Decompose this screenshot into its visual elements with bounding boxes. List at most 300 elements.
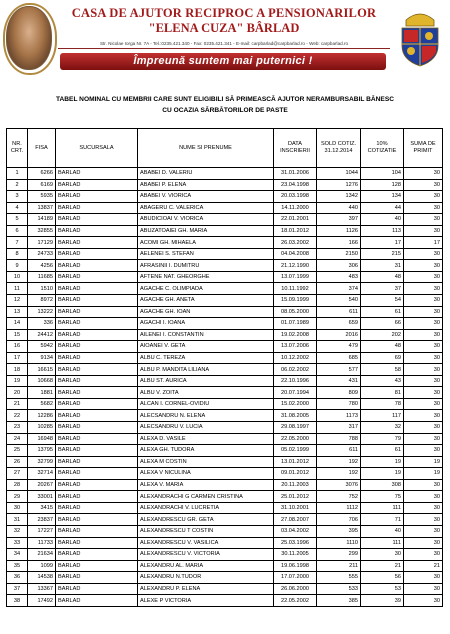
cell-contribution-10-percent: 78 <box>361 398 404 410</box>
cell-contribution-10-percent: 39 <box>361 595 404 607</box>
cell-balance: 809 <box>317 387 361 399</box>
cell-amount-to-receive: 30 <box>404 595 443 607</box>
cell-row-number: 34 <box>7 549 28 561</box>
cell-balance: 1126 <box>317 225 361 237</box>
table-row <box>7 549 443 561</box>
cell-branch: BARLAD <box>56 595 138 607</box>
cell-branch: BARLAD <box>56 560 138 572</box>
cell-contribution-10-percent: 113 <box>361 225 404 237</box>
cell-row-number: 6 <box>7 225 28 237</box>
cell-row-number: 26 <box>7 456 28 468</box>
cell-contribution-10-percent: 56 <box>361 572 404 584</box>
cell-contribution-10-percent: 32 <box>361 422 404 434</box>
cell-registration-date: 01.07.1989 <box>274 318 317 330</box>
cell-registration-date: 21.12.1990 <box>274 260 317 272</box>
cell-amount-to-receive: 30 <box>404 271 443 283</box>
cell-contribution-10-percent: 215 <box>361 248 404 260</box>
cell-row-number: 17 <box>7 352 28 364</box>
cell-contribution-10-percent: 202 <box>361 329 404 341</box>
cell-fisa-number: 4256 <box>28 260 56 272</box>
cell-contribution-10-percent: 43 <box>361 375 404 387</box>
cell-amount-to-receive: 21 <box>404 560 443 572</box>
table-row <box>7 502 443 514</box>
cell-member-name: ABABEI V. VIORICA <box>138 191 274 203</box>
table-row <box>7 445 443 457</box>
cell-member-name: ALEXANDRESCU V. VICTORIA <box>138 549 274 561</box>
cell-branch: BARLAD <box>56 271 138 283</box>
eligible-members-table <box>6 128 443 607</box>
cell-amount-to-receive: 30 <box>404 491 443 503</box>
cell-branch: BARLAD <box>56 514 138 526</box>
cell-amount-to-receive: 30 <box>404 329 443 341</box>
column-header-sucursala: SUCURSALA <box>56 129 138 168</box>
cell-fisa-number: 10285 <box>28 422 56 434</box>
cell-contribution-10-percent: 61 <box>361 445 404 457</box>
cell-balance: 374 <box>317 283 361 295</box>
cell-balance: 306 <box>317 260 361 272</box>
cell-branch: BARLAD <box>56 502 138 514</box>
cell-member-name: ALEXA M COSTIN <box>138 456 274 468</box>
cell-member-name: ALEXA GH. TUDORA <box>138 445 274 457</box>
cell-balance: 166 <box>317 237 361 249</box>
cell-fisa-number: 32855 <box>28 225 56 237</box>
cell-fisa-number: 1881 <box>28 387 56 399</box>
table-row <box>7 318 443 330</box>
cell-branch: BARLAD <box>56 341 138 353</box>
cell-fisa-number: 21634 <box>28 549 56 561</box>
column-header-fisa: FISA <box>28 129 56 168</box>
table-row <box>7 491 443 503</box>
cell-branch: BARLAD <box>56 260 138 272</box>
table-row <box>7 583 443 595</box>
cell-balance: 1110 <box>317 537 361 549</box>
cell-amount-to-receive: 30 <box>404 387 443 399</box>
cell-contribution-10-percent: 53 <box>361 583 404 595</box>
cell-fisa-number: 32799 <box>28 456 56 468</box>
cell-contribution-10-percent: 48 <box>361 271 404 283</box>
cell-contribution-10-percent: 44 <box>361 202 404 214</box>
table-row <box>7 479 443 491</box>
cell-branch: BARLAD <box>56 306 138 318</box>
cell-row-number: 27 <box>7 468 28 480</box>
cell-registration-date: 14.11.2000 <box>274 202 317 214</box>
cell-fisa-number: 11733 <box>28 537 56 549</box>
table-row <box>7 468 443 480</box>
cell-registration-date: 30.11.2005 <box>274 549 317 561</box>
cell-amount-to-receive: 30 <box>404 514 443 526</box>
cell-member-name: ALEXANDRACHI G CARMEN CRISTINA <box>138 491 274 503</box>
cell-registration-date: 09.01.2012 <box>274 468 317 480</box>
cell-fisa-number: 13222 <box>28 306 56 318</box>
cell-contribution-10-percent: 17 <box>361 237 404 249</box>
table-row <box>7 283 443 295</box>
cell-fisa-number: 23837 <box>28 514 56 526</box>
cell-registration-date: 06.02.2002 <box>274 364 317 376</box>
cell-branch: BARLAD <box>56 445 138 457</box>
cell-branch: BARLAD <box>56 525 138 537</box>
cell-fisa-number: 6169 <box>28 179 56 191</box>
cell-balance: 479 <box>317 341 361 353</box>
cell-contribution-10-percent: 111 <box>361 537 404 549</box>
cell-fisa-number: 12286 <box>28 410 56 422</box>
cell-balance: 780 <box>317 398 361 410</box>
cell-branch: BARLAD <box>56 214 138 226</box>
cell-contribution-10-percent: 308 <box>361 479 404 491</box>
cell-member-name: ABUZATOAIEI GH. MARIA <box>138 225 274 237</box>
cell-registration-date: 20.03.1998 <box>274 191 317 203</box>
cell-member-name: AGACHE GH. ANETA <box>138 295 274 307</box>
cell-fisa-number: 5682 <box>28 398 56 410</box>
cell-member-name: ABABEI P. ELENA <box>138 179 274 191</box>
table-row <box>7 560 443 572</box>
cell-fisa-number: 11685 <box>28 271 56 283</box>
cell-registration-date: 15.02.2000 <box>274 398 317 410</box>
cell-contribution-10-percent: 111 <box>361 502 404 514</box>
header-divider <box>58 48 390 49</box>
cell-balance: 211 <box>317 560 361 572</box>
cell-registration-date: 26.03.2002 <box>274 237 317 249</box>
cell-fisa-number: 20267 <box>28 479 56 491</box>
cell-amount-to-receive: 30 <box>404 398 443 410</box>
cell-balance: 577 <box>317 364 361 376</box>
cell-fisa-number: 13795 <box>28 445 56 457</box>
letterhead <box>0 0 450 80</box>
cell-row-number: 25 <box>7 445 28 457</box>
table-row <box>7 260 443 272</box>
cell-balance: 397 <box>317 214 361 226</box>
cell-amount-to-receive: 30 <box>404 306 443 318</box>
cell-balance: 2016 <box>317 329 361 341</box>
document-title: TABEL NOMINAL CU MEMBRII CARE SUNT ELIGIBILI SĂ PRIMEASCĂ AJUTOR NERAMBURSABIL BĂNESC <box>55 96 394 103</box>
cell-branch: BARLAD <box>56 191 138 203</box>
cell-contribution-10-percent: 19 <box>361 456 404 468</box>
cell-contribution-10-percent: 61 <box>361 306 404 318</box>
cell-fisa-number: 17492 <box>28 595 56 607</box>
cell-amount-to-receive: 30 <box>404 422 443 434</box>
coat-of-arms-icon <box>398 6 442 68</box>
table-row <box>7 271 443 283</box>
cell-branch: BARLAD <box>56 572 138 584</box>
column-header-nume: NUME SI PRENUME <box>138 129 274 168</box>
cell-branch: BARLAD <box>56 202 138 214</box>
cell-amount-to-receive: 30 <box>404 572 443 584</box>
cell-member-name: ALEXANDRU N.TUDOR <box>138 572 274 584</box>
cell-fisa-number: 6266 <box>28 168 56 180</box>
cell-registration-date: 05.02.1999 <box>274 445 317 457</box>
cell-row-number: 4 <box>7 202 28 214</box>
cell-amount-to-receive: 30 <box>404 549 443 561</box>
cell-row-number: 12 <box>7 295 28 307</box>
table-row <box>7 352 443 364</box>
organization-name: CASA DE AJUTOR RECIPROC A PENSIONARILOR <box>71 6 377 20</box>
table-row <box>7 422 443 434</box>
cell-member-name: ALEXA V. MARIA <box>138 479 274 491</box>
cell-branch: BARLAD <box>56 364 138 376</box>
cell-row-number: 8 <box>7 248 28 260</box>
cell-registration-date: 25.03.1996 <box>274 537 317 549</box>
column-header-nr: NR. CRT. <box>7 129 28 168</box>
cell-amount-to-receive: 30 <box>404 410 443 422</box>
cell-fisa-number: 24412 <box>28 329 56 341</box>
cell-contribution-10-percent: 71 <box>361 514 404 526</box>
cell-member-name: AFRASINII I. DUMITRU <box>138 260 274 272</box>
cell-member-name: ALECSANDRU N. ELENA <box>138 410 274 422</box>
cell-balance: 3076 <box>317 479 361 491</box>
cell-row-number: 33 <box>7 537 28 549</box>
cell-registration-date: 10.12.2002 <box>274 352 317 364</box>
cell-branch: BARLAD <box>56 237 138 249</box>
cell-fisa-number: 14189 <box>28 214 56 226</box>
cell-member-name: ALBU ST. AURICA <box>138 375 274 387</box>
cell-member-name: AIOANEI V. GETA <box>138 341 274 353</box>
cell-contribution-10-percent: 40 <box>361 214 404 226</box>
cell-row-number: 7 <box>7 237 28 249</box>
table-row <box>7 572 443 584</box>
cell-registration-date: 22.10.1996 <box>274 375 317 387</box>
cell-registration-date: 10.11.1992 <box>274 283 317 295</box>
cell-balance: 540 <box>317 295 361 307</box>
cell-branch: BARLAD <box>56 491 138 503</box>
cell-amount-to-receive: 17 <box>404 237 443 249</box>
cell-fisa-number: 17129 <box>28 237 56 249</box>
cell-member-name: ALBU C. TEREZA <box>138 352 274 364</box>
cell-contribution-10-percent: 40 <box>361 525 404 537</box>
cell-member-name: AFTENE NAT. GHEORGHE <box>138 271 274 283</box>
cell-contribution-10-percent: 37 <box>361 283 404 295</box>
cell-contribution-10-percent: 79 <box>361 433 404 445</box>
table-row <box>7 214 443 226</box>
cell-balance: 440 <box>317 202 361 214</box>
cell-balance: 1112 <box>317 502 361 514</box>
cell-row-number: 38 <box>7 595 28 607</box>
cell-registration-date: 23.04.1998 <box>274 179 317 191</box>
cell-row-number: 24 <box>7 433 28 445</box>
table-header-row <box>7 129 443 168</box>
cell-branch: BARLAD <box>56 179 138 191</box>
cell-row-number: 31 <box>7 514 28 526</box>
cell-row-number: 20 <box>7 387 28 399</box>
cell-row-number: 28 <box>7 479 28 491</box>
cell-row-number: 37 <box>7 583 28 595</box>
table-row <box>7 364 443 376</box>
cell-row-number: 22 <box>7 410 28 422</box>
cell-fisa-number: 14538 <box>28 572 56 584</box>
table-row <box>7 168 443 180</box>
cell-registration-date: 04.04.2008 <box>274 248 317 260</box>
cell-contribution-10-percent: 66 <box>361 318 404 330</box>
cell-amount-to-receive: 30 <box>404 168 443 180</box>
cell-fisa-number: 24733 <box>28 248 56 260</box>
cell-registration-date: 31.01.2006 <box>274 168 317 180</box>
cell-amount-to-receive: 30 <box>404 283 443 295</box>
cell-registration-date: 08.05.2000 <box>274 306 317 318</box>
cell-registration-date: 29.08.1997 <box>274 422 317 434</box>
cell-member-name: ALEXA D. VASILE <box>138 433 274 445</box>
cell-contribution-10-percent: 69 <box>361 352 404 364</box>
cell-balance: 659 <box>317 318 361 330</box>
cell-fisa-number: 16948 <box>28 433 56 445</box>
cell-member-name: ALEXA V NICULINA <box>138 468 274 480</box>
cell-balance: 192 <box>317 468 361 480</box>
table-row <box>7 295 443 307</box>
cell-member-name: AGACHE C. OLIMPIADA <box>138 283 274 295</box>
cell-amount-to-receive: 19 <box>404 468 443 480</box>
cell-branch: BARLAD <box>56 318 138 330</box>
cell-balance: 555 <box>317 572 361 584</box>
table-row <box>7 456 443 468</box>
cell-contribution-10-percent: 48 <box>361 341 404 353</box>
cell-row-number: 32 <box>7 525 28 537</box>
table-row <box>7 202 443 214</box>
cell-balance: 533 <box>317 583 361 595</box>
cell-amount-to-receive: 30 <box>404 433 443 445</box>
table-row <box>7 387 443 399</box>
cell-member-name: ALEXANDRU P. ELENA <box>138 583 274 595</box>
cell-balance: 611 <box>317 445 361 457</box>
cell-branch: BARLAD <box>56 537 138 549</box>
cell-amount-to-receive: 30 <box>404 479 443 491</box>
cell-balance: 611 <box>317 306 361 318</box>
cell-branch: BARLAD <box>56 248 138 260</box>
cell-amount-to-receive: 30 <box>404 318 443 330</box>
cell-member-name: ALEXANDRU AL. MARIA <box>138 560 274 572</box>
cell-amount-to-receive: 30 <box>404 375 443 387</box>
cell-balance: 1044 <box>317 168 361 180</box>
cell-row-number: 19 <box>7 375 28 387</box>
cell-fisa-number: 5935 <box>28 191 56 203</box>
cell-branch: BARLAD <box>56 387 138 399</box>
table-row <box>7 375 443 387</box>
column-header-sold: SOLD COTIZ. 31.12.2014 <box>317 129 361 168</box>
table-row <box>7 225 443 237</box>
cell-row-number: 35 <box>7 560 28 572</box>
cell-contribution-10-percent: 117 <box>361 410 404 422</box>
cell-fisa-number: 13367 <box>28 583 56 595</box>
table-row <box>7 514 443 526</box>
cell-amount-to-receive: 19 <box>404 456 443 468</box>
cell-fisa-number: 13837 <box>28 202 56 214</box>
cell-branch: BARLAD <box>56 329 138 341</box>
cell-registration-date: 20.07.1994 <box>274 387 317 399</box>
cell-amount-to-receive: 30 <box>404 502 443 514</box>
cell-row-number: 16 <box>7 341 28 353</box>
cell-fisa-number: 9134 <box>28 352 56 364</box>
cell-registration-date: 13.07.1999 <box>274 271 317 283</box>
cell-branch: BARLAD <box>56 375 138 387</box>
table-row <box>7 410 443 422</box>
cell-row-number: 14 <box>7 318 28 330</box>
cell-amount-to-receive: 30 <box>404 202 443 214</box>
table-row <box>7 237 443 249</box>
cell-amount-to-receive: 30 <box>404 295 443 307</box>
cell-registration-date: 20.11.2003 <box>274 479 317 491</box>
cell-branch: BARLAD <box>56 549 138 561</box>
cell-balance: 385 <box>317 595 361 607</box>
cell-amount-to-receive: 30 <box>404 537 443 549</box>
cell-branch: BARLAD <box>56 479 138 491</box>
cell-fisa-number: 33001 <box>28 491 56 503</box>
cell-member-name: AILENEI I. CONSTANTIN <box>138 329 274 341</box>
cell-registration-date: 03.04.2002 <box>274 525 317 537</box>
cell-member-name: ALEXANDRESCU V. VASILICA <box>138 537 274 549</box>
cell-member-name: ALEXE P VICTORIA <box>138 595 274 607</box>
cell-branch: BARLAD <box>56 583 138 595</box>
cell-balance: 685 <box>317 352 361 364</box>
cell-balance: 192 <box>317 456 361 468</box>
cell-fisa-number: 10668 <box>28 375 56 387</box>
cell-amount-to-receive: 30 <box>404 341 443 353</box>
organization-name-line2: "ELENA CUZA" BÂRLAD <box>148 21 300 35</box>
cell-branch: BARLAD <box>56 225 138 237</box>
cell-member-name: ACOMI GH. MIHAELA <box>138 237 274 249</box>
cell-balance: 1276 <box>317 179 361 191</box>
table-row <box>7 525 443 537</box>
cell-branch: BARLAD <box>56 283 138 295</box>
cell-fisa-number: 8972 <box>28 295 56 307</box>
cell-row-number: 1 <box>7 168 28 180</box>
table-row <box>7 191 443 203</box>
cell-registration-date: 25.01.2012 <box>274 491 317 503</box>
cell-member-name: ABABEI D. VALERIU <box>138 168 274 180</box>
cell-registration-date: 18.01.2012 <box>274 225 317 237</box>
cell-balance: 2150 <box>317 248 361 260</box>
table-row <box>7 398 443 410</box>
cell-amount-to-receive: 30 <box>404 214 443 226</box>
column-header-cotizatie: 10% COTIZATIE <box>361 129 404 168</box>
cell-fisa-number: 3415 <box>28 502 56 514</box>
cell-amount-to-receive: 30 <box>404 583 443 595</box>
cell-registration-date: 22.05.2002 <box>274 595 317 607</box>
cell-fisa-number: 1099 <box>28 560 56 572</box>
cell-row-number: 21 <box>7 398 28 410</box>
cell-branch: BARLAD <box>56 352 138 364</box>
contact-line: Str. Nicolae Iorga Nr. 7A - Tel.:0235.421.340 - Fax: 0235.421.341 - E-mail: carpbarlad@carpbarlad.ro - Web: carpbarlad.ro <box>99 41 349 46</box>
cell-branch: BARLAD <box>56 295 138 307</box>
cell-amount-to-receive: 30 <box>404 364 443 376</box>
cell-balance: 752 <box>317 491 361 503</box>
cell-balance: 706 <box>317 514 361 526</box>
cell-balance: 299 <box>317 549 361 561</box>
cell-balance: 483 <box>317 271 361 283</box>
cell-amount-to-receive: 30 <box>404 260 443 272</box>
cell-member-name: AGACHI I. IOANA <box>138 318 274 330</box>
cell-fisa-number: 17227 <box>28 525 56 537</box>
cell-row-number: 13 <box>7 306 28 318</box>
document-subtitle: CU OCAZIA SĂRBĂTORILOR DE PASTE <box>162 107 288 114</box>
cell-contribution-10-percent: 54 <box>361 295 404 307</box>
cell-member-name: ALCAN I. CORNEL-OVIDIU <box>138 398 274 410</box>
cell-amount-to-receive: 30 <box>404 179 443 191</box>
cell-member-name: ALBU P. MANDITA LILIANA <box>138 364 274 376</box>
column-header-suma: SUMA DE PRIMIT <box>404 129 443 168</box>
table-row <box>7 537 443 549</box>
cell-amount-to-receive: 30 <box>404 191 443 203</box>
cell-registration-date: 27.08.2007 <box>274 514 317 526</box>
cell-row-number: 3 <box>7 191 28 203</box>
cell-contribution-10-percent: 134 <box>361 191 404 203</box>
cell-branch: BARLAD <box>56 410 138 422</box>
cell-branch: BARLAD <box>56 456 138 468</box>
cell-branch: BARLAD <box>56 468 138 480</box>
cell-fisa-number: 336 <box>28 318 56 330</box>
cell-registration-date: 19.02.2008 <box>274 329 317 341</box>
column-header-data: DATA INSCRIERII <box>274 129 317 168</box>
table-row <box>7 433 443 445</box>
portrait-elena-cuza-icon <box>6 6 52 70</box>
cell-balance: 431 <box>317 375 361 387</box>
cell-contribution-10-percent: 31 <box>361 260 404 272</box>
cell-contribution-10-percent: 128 <box>361 179 404 191</box>
